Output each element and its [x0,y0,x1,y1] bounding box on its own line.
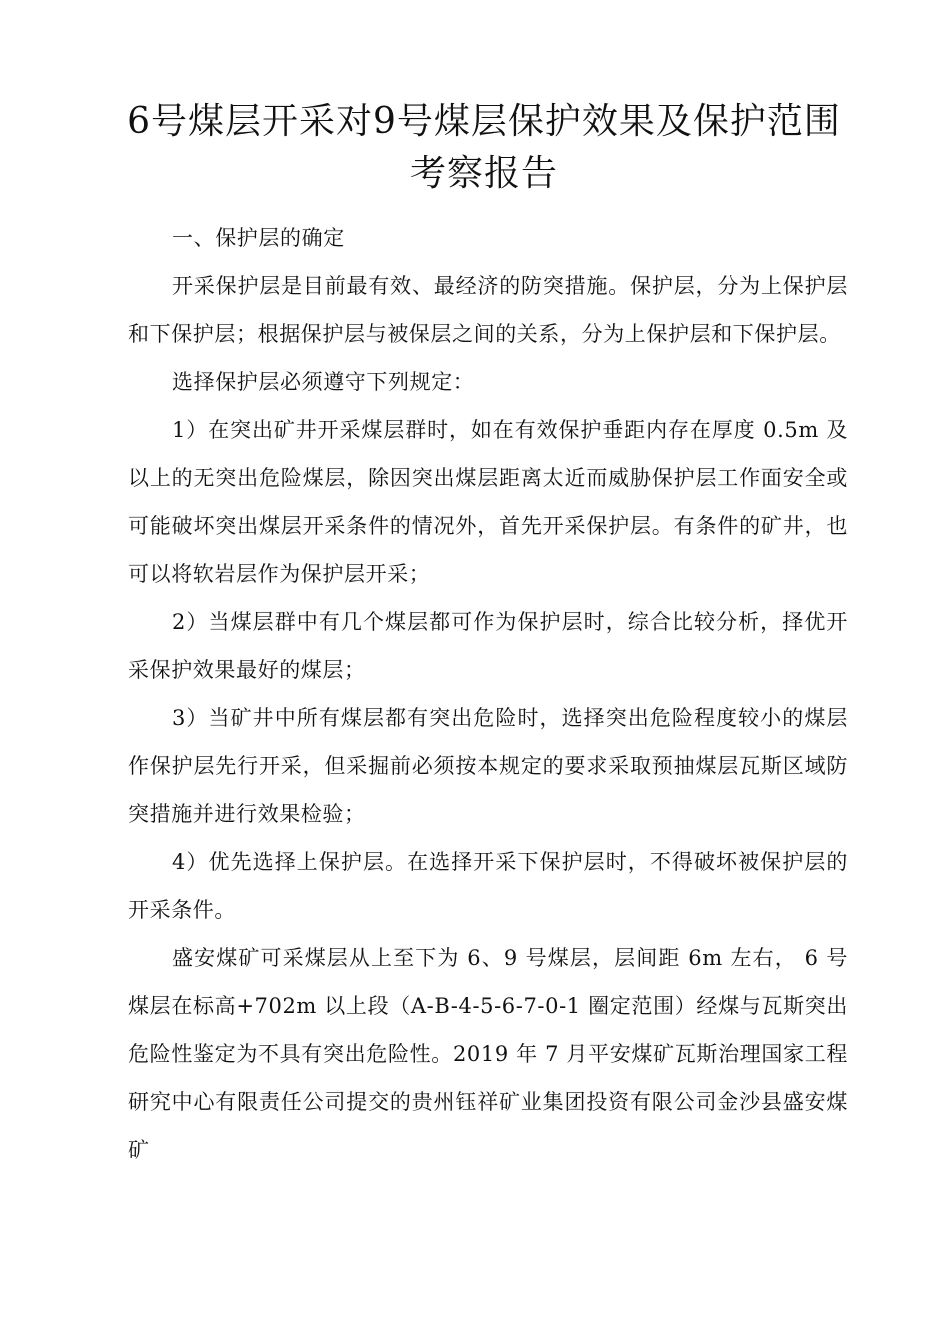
list-item: 2）当煤层群中有几个煤层都可作为保护层时，综合比较分析，择优开采保护效果最好的煤层； [128,610,848,682]
section-heading: 一、保护层的确定 [172,226,345,250]
document-title: 6号煤层开采对9号煤层保护效果及保护范围考察报告 [127,101,841,194]
list-item: 3）当矿井中所有煤层都有突出危险时，选择突出危险程度较小的煤层作保护层先行开采，但采掘前必须按本规定的要求采取预抽煤层瓦斯区域防突措施并进行效果检验； [128,706,848,826]
paragraph: 开采保护层是目前最有效、最经济的防突措施。保护层，分为上保护层和下保护层；根据保护层与被保层之间的关系，分为上保护层和下保护层。 [128,274,848,346]
document-body [128,214,848,1174]
paragraph: 盛安煤矿可采煤层从上至下为 6、9 号煤层，层间距 6m 左右， 6 号煤层在标高+702m 以上段（A-B-4-5-6-7-0-1 圈定范围）经煤与瓦斯突出危险性鉴定为不具有突出危险性。2019 年 7 月平安煤矿瓦斯治理国家工程研究中心有限责任公司提交的贵州钰祥矿业集团投资有限公司金沙县盛安煤矿 [128,946,848,1162]
paragraph: 选择保护层必须遵守下列规定： [172,370,475,394]
list-item: 1）在突出矿井开采煤层群时，如在有效保护垂距内存在厚度 0.5m 及以上的无突出危险煤层，除因突出煤层距离太近而威胁保护层工作面安全或可能破坏突出煤层开采条件的情况外，首先开采保护层。有条件的矿井，也可以将软岩层作为保护层开采； [128,418,848,586]
list-item: 4）优先选择上保护层。在选择开采下保护层时，不得破坏被保护层的开采条件。 [128,850,848,922]
